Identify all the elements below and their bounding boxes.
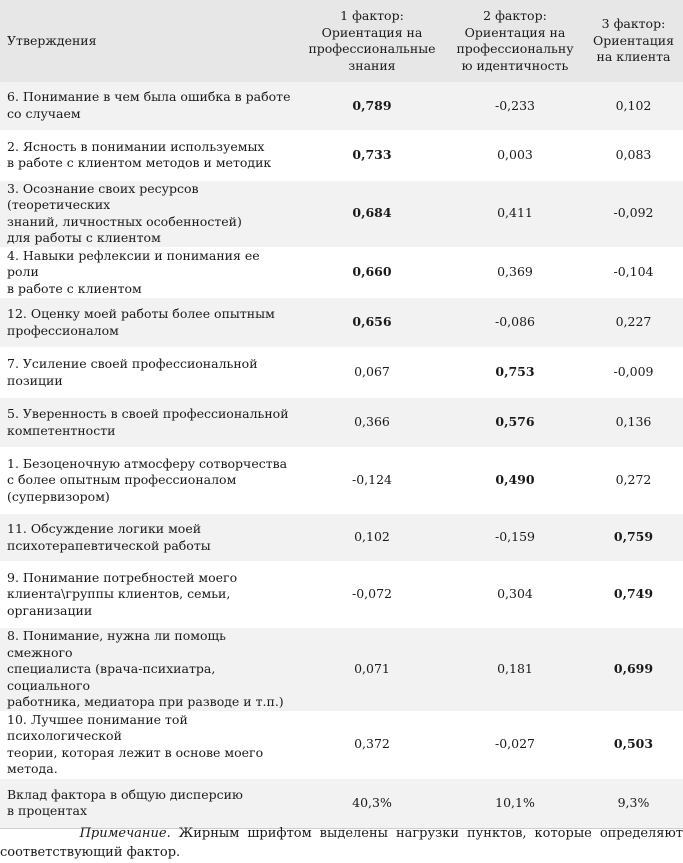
header-factor-1-line: Ориентация на [321,24,423,40]
header-factor-1-line: 1 фактор: [340,8,404,23]
statement-line: 1. Безоценочную атмосферу сотворчества [7,455,288,471]
statement-line: 4. Навыки рефлексии и понимания ее роли [7,247,260,279]
statement-line: (супервизором) [7,488,110,504]
factor-2-value: 0,490 [495,472,535,488]
statement-line: психотерапевтической работы [7,537,211,553]
factor-1-value: 0,789 [352,97,392,113]
statement-line: организации [7,602,93,618]
factor-1-value: 40,3% [352,794,392,810]
factor-3-value: 0,136 [615,414,652,430]
statement-cell [0,348,298,398]
statement-line: 5. Уверенность в своей профессиональной [7,406,289,421]
table-row [0,298,683,348]
statement-line: 7. Усиление своей профессиональной [7,356,258,371]
statement-line: 8. Понимание, нужна ли помощь смежного [7,628,226,660]
statement-cell [0,398,298,448]
table-row [0,398,683,448]
factor-1-value: 0,684 [352,205,392,221]
table-row [0,130,683,180]
statement-line: 12. Оценку моей работы более опытным [7,306,275,321]
factor-2-value: -0,086 [494,314,535,330]
header-factor-3-line: Ориентация [593,32,674,48]
header-factor-2-line: профессиональну [456,41,574,56]
table-row [0,562,683,628]
statement-cell [0,180,298,247]
statement-line: профессионалом [7,322,119,338]
table-row [0,514,683,562]
header-factor-1-line: профессиональные [308,41,436,56]
table-row [0,778,683,828]
factor-2-value: 0,304 [497,586,533,602]
factor-1-value: 0,372 [354,736,390,752]
statement-line: с более опытным профессионалом [7,472,237,488]
statement-cell [0,82,298,130]
factor-3-value: 9,3% [617,794,650,810]
statement-line: знаний, личностных особенностей) [7,213,242,229]
factor-3-value: -0,104 [613,264,654,279]
statement-cell [0,130,298,180]
statement-line: в работе с клиентом методов и методик [7,155,272,170]
factor-2-value: -0,027 [494,736,535,752]
note-label: Примечание. [79,826,171,841]
factor-3-value: 0,699 [613,661,654,676]
factor-2-value: 0,753 [495,364,535,380]
statement-line: в процентах [7,803,88,818]
factor-3-value: 0,272 [615,472,652,488]
factor-3-value: 0,083 [615,146,652,162]
header-factor-2-line: ю идентичность [461,57,569,73]
factor-1-value: 0,102 [354,529,390,545]
header-factor-3-line: на клиента [596,49,671,65]
header-statements: Утверждения [7,32,97,48]
table-row [0,628,683,712]
factor-1-value: -0,072 [351,586,392,602]
factor-3-value: 0,759 [613,529,654,545]
factor-2-value: -0,159 [494,529,535,545]
statement-line: работника, медиатора при разводе и т.п.) [7,694,284,709]
table-row [0,247,683,298]
statement-cell [0,247,298,298]
statement-line: 2. Ясность в понимании используемых [7,138,265,154]
header-factor-2-line: Ориентация на [464,24,566,40]
factor-2-value: 0,576 [495,414,535,430]
factor-1-value: 0,067 [354,364,390,380]
statement-line: Вклад фактора в общую дисперсию [7,786,243,802]
factor-2-value: 0,003 [497,146,533,162]
factor-3-value: 0,749 [613,586,654,602]
header-factor-2-line: 2 фактор: [483,8,547,23]
factor-3-value: 0,227 [615,314,652,330]
factor-2-value: 10,1% [495,794,535,810]
statement-line: позиции [7,372,63,388]
statement-cell [0,778,298,828]
header-factor-3-line: 3 фактор: [601,16,666,32]
factor-1-value: -0,124 [351,472,392,488]
statement-line: со случаем [7,105,81,121]
statement-line: компетентности [7,422,116,438]
factor-2-value: -0,233 [494,97,535,113]
statement-line: 10. Лучшее понимание той психологической [7,711,188,743]
statement-line: в работе с клиентом [7,280,142,296]
table-row [0,448,683,514]
statement-line: клиента\группы клиентов, семьи, [7,586,231,602]
factor-2-value: 0,181 [497,661,533,676]
table-row [0,348,683,398]
statement-cell [0,514,298,562]
factor-1-value: 0,071 [354,661,390,676]
statement-line: 9. Понимание потребностей моего [7,569,238,585]
statement-line: теории, которая лежит в основе моего [7,744,264,760]
header-factor-1-line: знания [348,57,396,73]
table-note [0,824,683,862]
statement-cell [0,298,298,348]
header-factor-3 [584,0,683,82]
table-row [0,82,683,130]
header-factor-2 [446,0,584,82]
factor-3-value: 0,503 [613,736,654,752]
factor-3-value: -0,092 [613,205,654,221]
statement-line: для работы с клиентом [7,230,161,245]
factor-1-value: 0,660 [352,264,392,279]
factor-2-value: 0,369 [497,264,533,279]
table-header-row [0,0,683,82]
table-row [0,180,683,247]
statement-cell [0,628,298,712]
factor-3-value: -0,009 [613,364,654,380]
statement-line: 3. Осознание своих ресурсов (теоретических [7,180,199,212]
statement-line: 11. Обсуждение логики моей [7,521,202,536]
factor-1-value: 0,733 [352,146,392,162]
statement-cell [0,562,298,628]
factor-2-value: 0,411 [497,205,533,221]
statement-line: 6. Понимание в чем была ошибка в работе [7,89,291,105]
factor-1-value: 0,366 [354,414,390,430]
header-factor-1 [298,0,446,82]
statement-line: специалиста (врача-психиатра, социального [7,661,216,693]
table-row [0,711,683,778]
factor-1-value: 0,656 [352,314,392,330]
note-text: Жирным шрифтом выделены нагрузки пунктов, которые определяют соответствующий фактор. [0,826,683,860]
statement-cell [0,711,298,778]
statement-cell [0,448,298,514]
statement-line: метода. [7,761,58,776]
factor-3-value: 0,102 [615,97,652,113]
